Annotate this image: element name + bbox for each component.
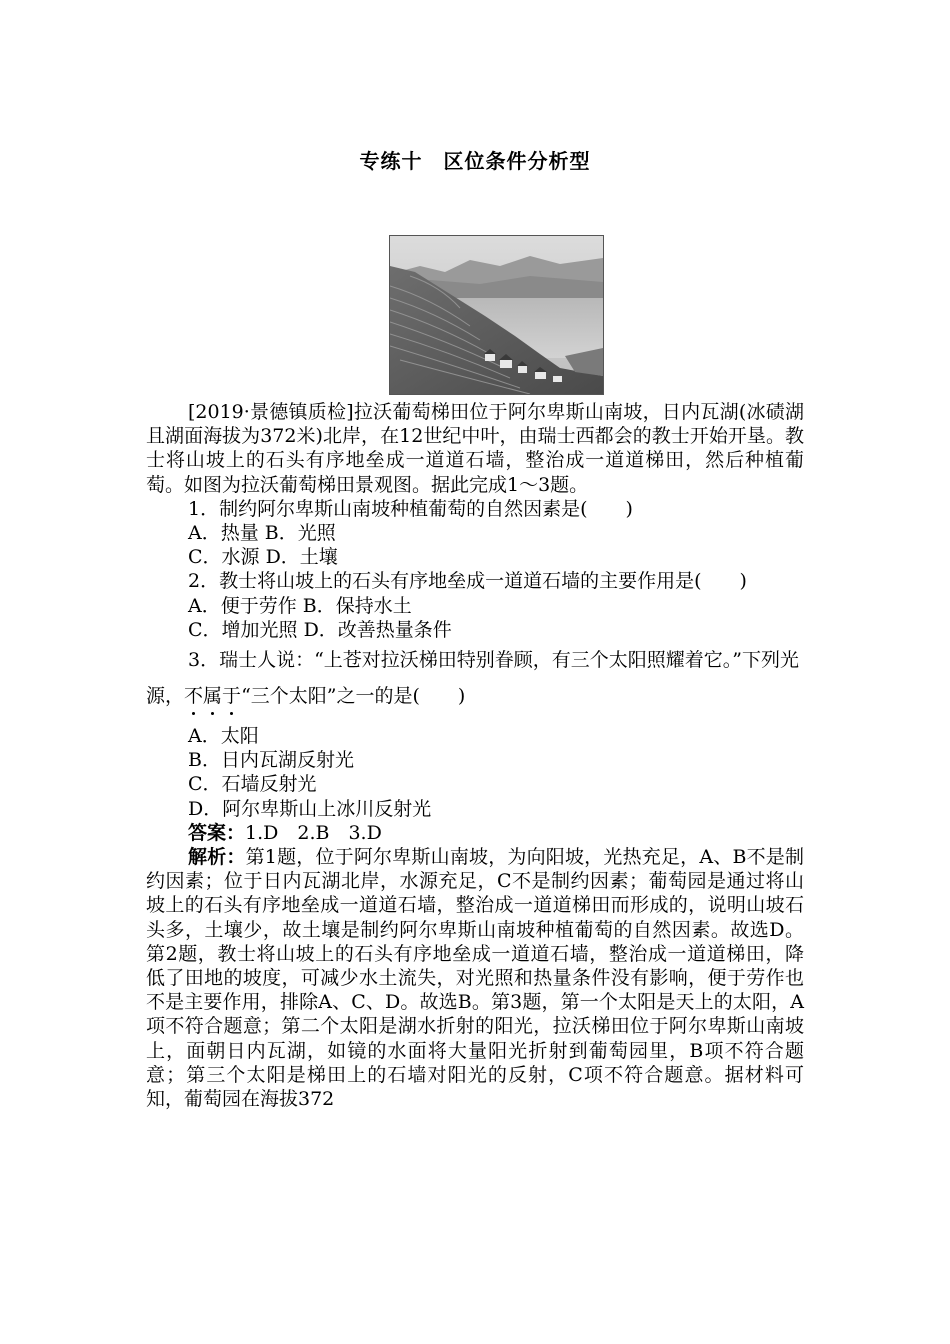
document-body — [146, 400, 804, 1111]
emphasis-char: 于 — [222, 685, 241, 707]
question-1-options-cd: C．水源 D．土壤 — [188, 546, 338, 569]
question-3-stem-part-a: 3．瑞士人说：“上苍对拉沃梯田特别眷顾，有三个太阳照耀着它。”下列光源， — [146, 649, 800, 708]
question-2-options-cd: C．增加光照 D．改善热量条件 — [188, 618, 452, 641]
question-3-option-b: B．日内瓦湖反射光 — [188, 749, 354, 772]
question-1-options-ab: A．热量 B．光照 — [188, 522, 336, 545]
analysis-label: 解析： — [188, 846, 246, 869]
emphasis-char: 不 — [184, 685, 203, 707]
answer-line — [146, 821, 804, 845]
page-title: 专练十 区位条件分析型 — [359, 149, 591, 173]
question-3-option-a: A．太阳 — [188, 725, 259, 748]
emphasis-char: 属 — [203, 685, 222, 707]
emphasis-dot — [230, 712, 233, 715]
question-3-stem-part-b: “三个太阳”之一的是( ) — [241, 685, 466, 708]
intro-paragraph: [2019·景德镇质检]拉沃葡萄梯田位于阿尔卑斯山南坡，日内瓦湖(冰碛湖且湖面海拔为372米)北岸，在12世纪中叶，由瑞士西都会的教士开始开垦。教士将山坡上的石头有序地垒成一道道石墙，整治成一道道梯田，然后种植葡萄。如图为拉沃葡萄梯田景观图。据此完成1～3题。 — [146, 401, 804, 496]
question-3-stem — [146, 642, 804, 714]
emphasis-dot — [211, 712, 214, 715]
question-2-options-ab: A．便于劳作 B．保持水土 — [188, 594, 412, 617]
question-3-option-c: C．石墙反射光 — [188, 773, 317, 796]
question-2-stem: 2．教士将山坡上的石头有序地垒成一道道石墙的主要作用是( ) — [188, 570, 747, 593]
emphasis-dot — [192, 712, 195, 715]
answer-text: 1.D 2.B 3.D — [245, 821, 382, 844]
answer-label: 答案： — [188, 821, 246, 844]
vineyard-terrace-photo — [389, 235, 604, 395]
analysis-paragraph — [146, 845, 804, 1111]
question-1-stem: 1．制约阿尔卑斯山南坡种植葡萄的自然因素是( ) — [188, 497, 633, 520]
analysis-text: 第1题，位于阿尔卑斯山南坡，为向阳坡，光热充足，A、B不是制约因素；位于日内瓦湖北岸，水源充足，C不是制约因素；葡萄园是通过将山坡上的石头有序地垒成一道道石墙，整治成一道道梯田而形成的，说明山坡石头多，土壤少，故土壤是制约阿尔卑斯山南坡种植葡萄的自然因素。故选D。第2题，教士将山坡上的石头有序地垒成一道道石墙，整治成一道道梯田，降低了田地的坡度，可减少水土流失，对光照和热量条件没有影响，便于劳作也不是主要作用，排除A、C、D。故选B。第3题，第一个太阳是天上的太阳，A项不符合题意；第二个太阳是湖水折射的阳光，拉沃梯田位于阿尔卑斯山南坡上，面朝日内瓦湖，如镜的水面将大量阳光折射到葡萄园里，B项不符合题意；第三个太阳是梯田上的石墙对阳光的反射，C项不符合题意。据材料可知，葡萄园在海拔372 — [146, 846, 804, 1111]
question-3-option-d: D．阿尔卑斯山上冰川反射光 — [188, 797, 432, 820]
